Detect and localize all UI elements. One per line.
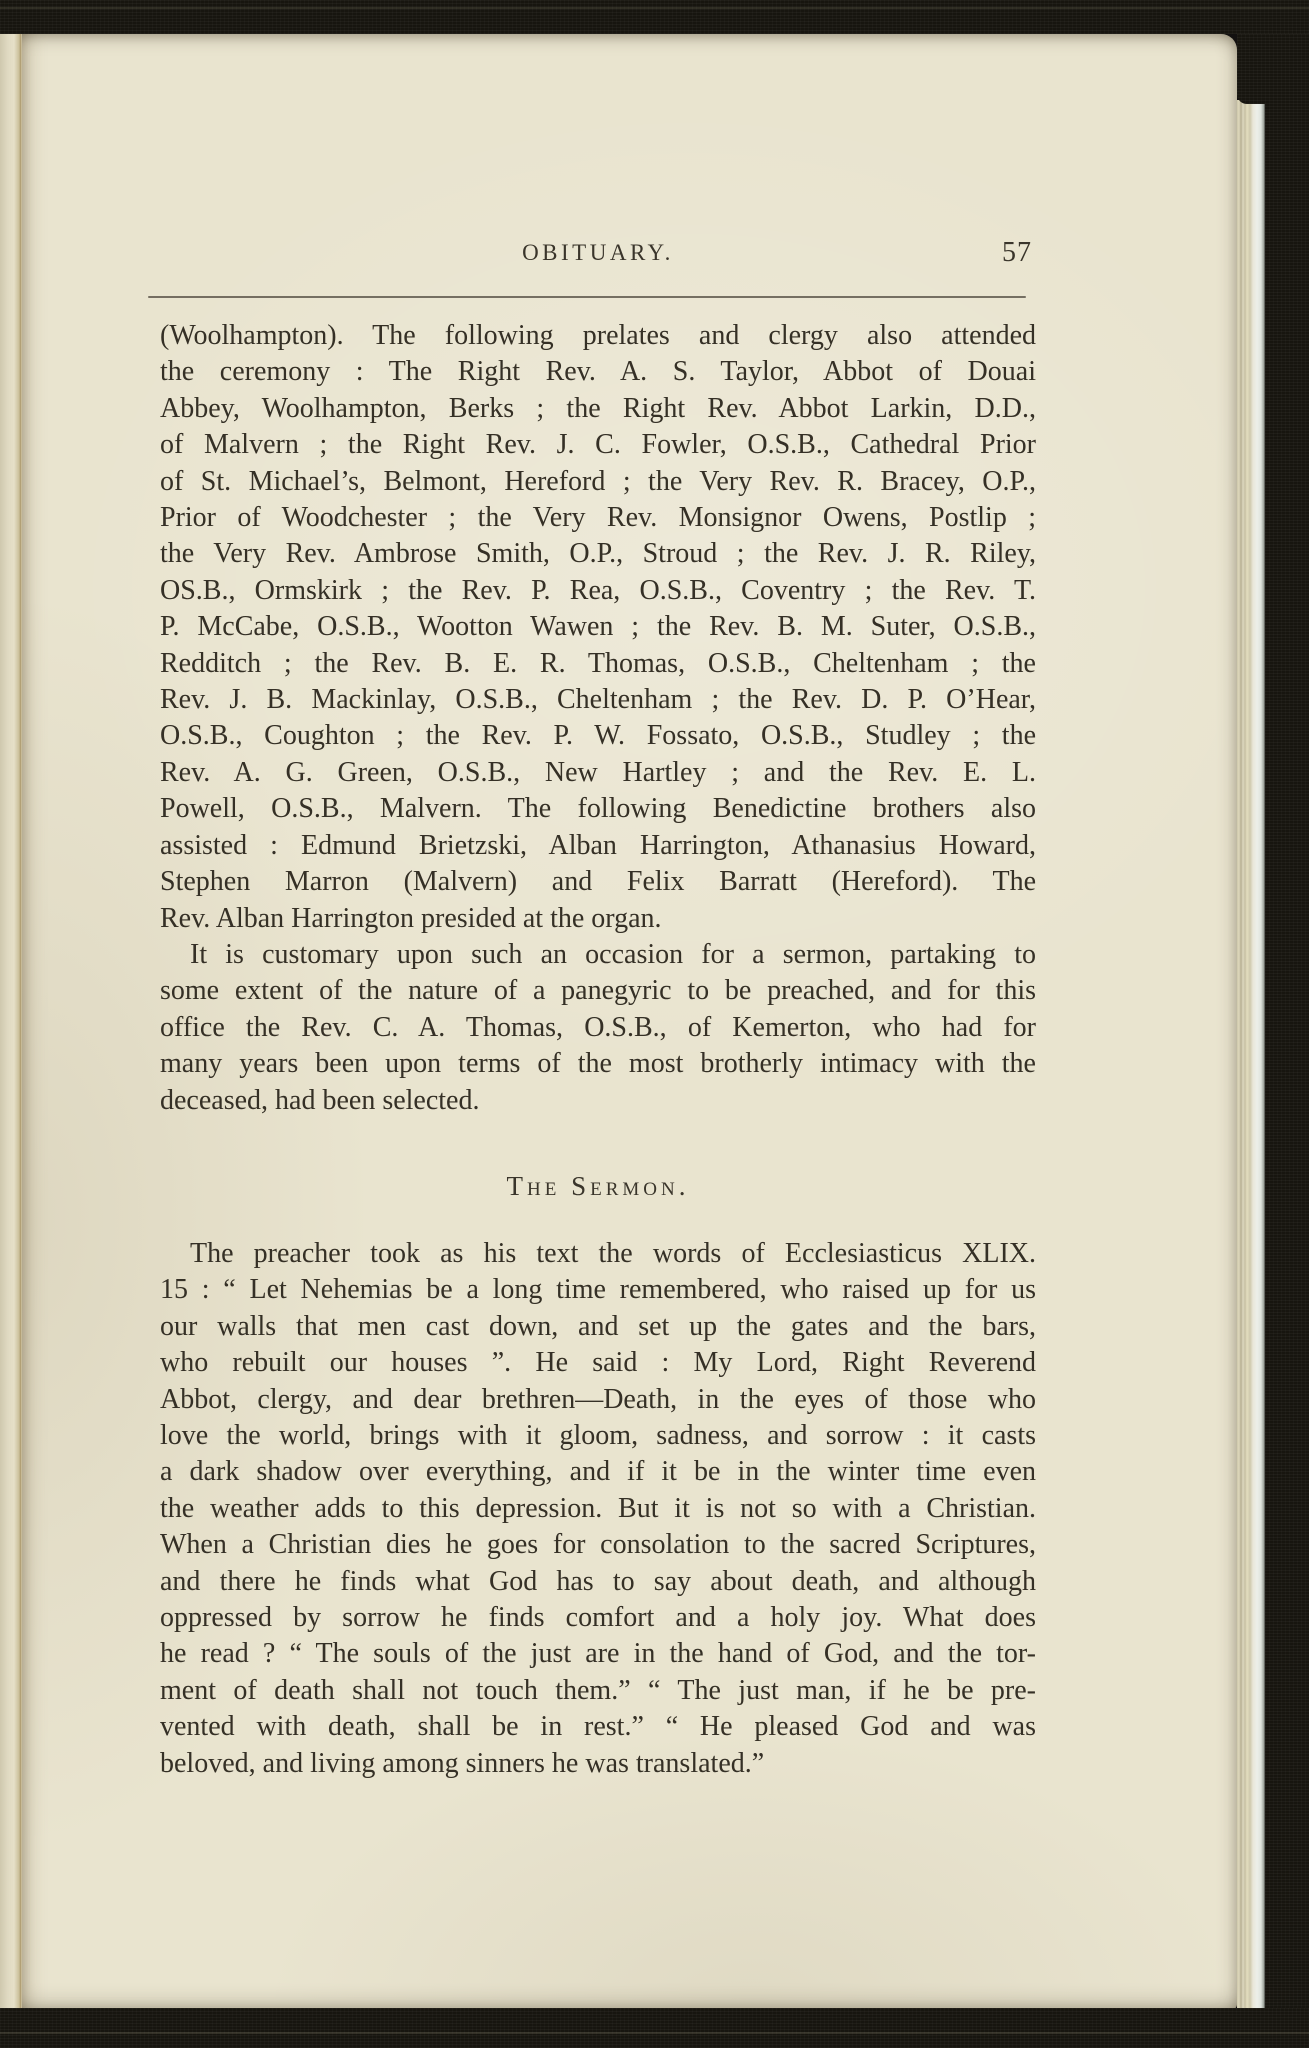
- page-number: 57: [1002, 237, 1032, 268]
- text-line: Rev. A. G. Green, O.S.B., New Hartley ; and the Rev. E. L.: [160, 756, 1036, 788]
- text-line: Rev. J. B. Mackinlay, O.S.B., Cheltenham ; the Rev. D. P. O’Hear,: [160, 684, 1036, 716]
- scanned-page: [22, 34, 1237, 2010]
- text-line: Prior of Woodchester ; the Very Rev. Monsignor Owens, Postlip ;: [160, 502, 1036, 534]
- text-line: Powell, O.S.B., Malvern. The following Benedictine brothers also: [160, 793, 1036, 825]
- text-line: the ceremony : The Right Rev. A. S. Taylor, Abbot of Douai: [160, 356, 1036, 388]
- text-line: Redditch ; the Rev. B. E. R. Thomas, O.S.B., Cheltenham ; the: [160, 647, 1036, 679]
- text-line: (Woolhampton). The following prelates and clergy also attended: [160, 320, 1036, 351]
- book-cover-bottom: [0, 2008, 1309, 2048]
- text-line: assisted : Edmund Brietzski, Alban Harrington, Athanasius Howard,: [160, 829, 1036, 861]
- text-line: a dark shadow over everything, and if it be in the winter time even: [160, 1456, 1036, 1488]
- text-line: ment of death shall not touch them.” “ The just man, if he be pre-: [160, 1674, 1036, 1706]
- header-rule: [148, 296, 1026, 298]
- text-line: Rev. Alban Harrington presided at the organ.: [160, 902, 662, 934]
- text-line: Abbey, Woolhampton, Berks ; the Right Rev. Abbot Larkin, D.D.,: [160, 392, 1036, 424]
- text-line: he read ? “ The souls of the just are in the hand of God, and the tor-: [160, 1638, 1036, 1670]
- book-cover-right: [1265, 0, 1309, 2048]
- text-line: who rebuilt our houses ”. He said : My Lord, Right Reverend: [160, 1347, 1036, 1379]
- text-line: some extent of the nature of a panegyric to be preached, and for this: [160, 975, 1036, 1007]
- obituary-paragraph-continued: [160, 318, 1036, 937]
- sermon-paragraph: [160, 1236, 1036, 1782]
- text-line: office the Rev. C. A. Thomas, O.S.B., of Kemerton, who had for: [160, 1011, 1036, 1043]
- text-line: O.S.B., Coughton ; the Rev. P. W. Fossato, O.S.B., Studley ; the: [160, 720, 1036, 752]
- text-line: the Very Rev. Ambrose Smith, O.P., Stroud ; the Rev. J. R. Riley,: [160, 538, 1036, 570]
- text-line: OS.B., Ormskirk ; the Rev. P. Rea, O.S.B., Coventry ; the Rev. T.: [160, 574, 1036, 606]
- text-line: It is customary upon such an occasion for a sermon, partaking to: [190, 939, 1036, 970]
- page-edge-stack: [1237, 100, 1265, 2008]
- text-line: beloved, and living among sinners he was translated.”: [160, 1747, 765, 1779]
- text-line: P. McCabe, O.S.B., Wootton Wawen ; the Rev. B. M. Suter, O.S.B.,: [160, 611, 1036, 643]
- text-line: oppressed by sorrow he finds comfort and a holy joy. What does: [160, 1602, 1036, 1634]
- text-line: 15 : “ Let Nehemias be a long time remembered, who raised up for us: [160, 1274, 1036, 1306]
- text-line: The preacher took as his text the words of Ecclesiasticus XLIX.: [190, 1238, 1036, 1269]
- text-line: vented with death, shall be in rest.” “ He pleased God and was: [160, 1711, 1036, 1743]
- sermon-intro-paragraph: [160, 937, 1036, 1119]
- running-header: [160, 237, 1036, 272]
- page-title: OBITUARY.: [522, 240, 674, 265]
- text-line: Stephen Marron (Malvern) and Felix Barratt (Hereford). The: [160, 866, 1036, 898]
- text-line: the weather adds to this depression. But it is not so with a Christian.: [160, 1492, 1036, 1524]
- section-heading: The Sermon.: [506, 1171, 690, 1201]
- text-line: deceased, had been selected.: [160, 1084, 480, 1116]
- text-line: many years been upon terms of the most brotherly intimacy with the: [160, 1048, 1036, 1080]
- text-line: love the world, brings with it gloom, sadness, and sorrow : it casts: [160, 1420, 1036, 1452]
- text-line: of Malvern ; the Right Rev. J. C. Fowler, O.S.B., Cathedral Prior: [160, 429, 1036, 461]
- text-line: of St. Michael’s, Belmont, Hereford ; the Very Rev. R. Bracey, O.P.,: [160, 465, 1036, 497]
- text-line: our walls that men cast down, and set up the gates and the bars,: [160, 1310, 1036, 1342]
- text-line: and there he finds what God has to say about death, and although: [160, 1565, 1036, 1597]
- text-line: Abbot, clergy, and dear brethren—Death, in the eyes of those who: [160, 1383, 1036, 1415]
- book-cover-top: [0, 0, 1309, 34]
- text-line: When a Christian dies he goes for consolation to the sacred Scriptures,: [160, 1529, 1036, 1561]
- gutter-crease: [0, 34, 22, 2010]
